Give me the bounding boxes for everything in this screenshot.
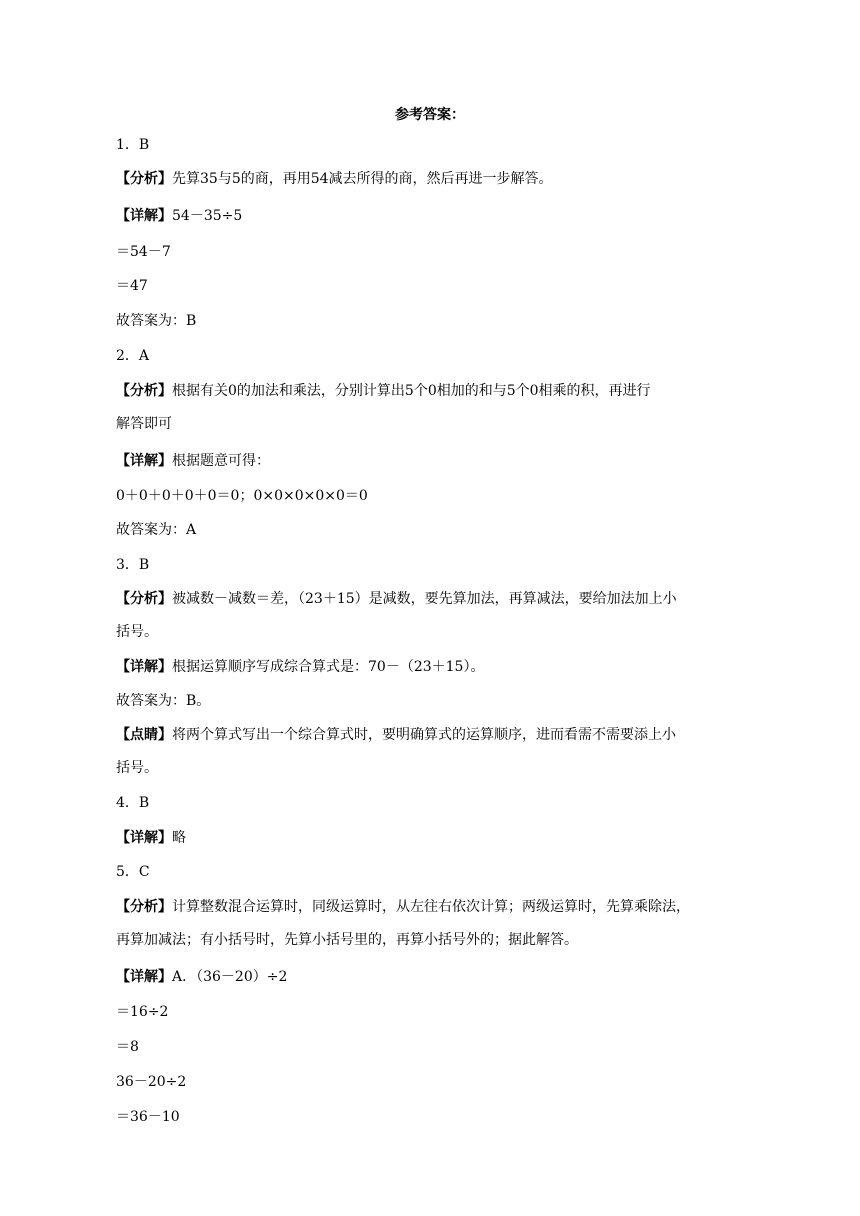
page-title: 参考答案： — [395, 107, 465, 123]
answer-line-with-tag — [116, 168, 553, 190]
answer-line — [116, 757, 158, 779]
section-tag: 【分析】 — [116, 591, 172, 607]
answer-line-with-tag — [116, 724, 676, 746]
line-text: ＝54－7 — [116, 244, 171, 260]
line-text: 再算加减法；有小括号时，先算小括号里的，再算小括号外的；据此解答。 — [116, 932, 578, 948]
answer-line — [116, 519, 196, 541]
line-text: ＝16÷2 — [116, 1004, 169, 1020]
answer-line — [116, 861, 150, 883]
answer-line — [116, 690, 210, 712]
answer-line — [116, 1071, 186, 1093]
answer-line — [116, 1001, 168, 1023]
section-tag: 【详解】 — [116, 659, 172, 675]
answer-line-with-tag — [116, 205, 242, 227]
section-tag: 【分析】 — [116, 899, 172, 915]
answer-line — [116, 1106, 180, 1128]
section-tag: 【分析】 — [116, 171, 172, 187]
line-text: 根据运算顺序写成综合算式是：70－（23＋15）。 — [172, 659, 485, 675]
answer-line-with-tag — [116, 380, 651, 402]
answer-line — [116, 275, 148, 297]
line-text: A．（36－20）÷2 — [172, 969, 288, 985]
answer-line — [116, 621, 158, 643]
answer-line-with-tag — [116, 588, 677, 610]
line-text: 5．C — [116, 864, 150, 880]
line-text: 先算35与5的商，再用54减去所得的商，然后再进一步解答。 — [172, 171, 553, 187]
line-text: 略 — [172, 830, 186, 846]
section-tag: 【详解】 — [116, 969, 172, 985]
line-text: 将两个算式写出一个综合算式时，要明确算式的运算顺序，进而看需不需要添上小 — [172, 727, 676, 743]
line-text: 1．B — [116, 137, 150, 153]
line-text: 2．A — [116, 348, 150, 364]
line-text: 被减数－减数＝差，（23＋15）是减数，要先算加法，再算减法，要给加法加上小 — [172, 591, 677, 607]
line-text: 故答案为：B — [116, 313, 197, 329]
answer-line-with-tag — [116, 656, 484, 678]
line-text: 4．B — [116, 795, 150, 811]
line-text: 36－20÷2 — [116, 1074, 187, 1090]
answer-line — [116, 1036, 139, 1058]
answer-line-with-tag — [116, 827, 186, 849]
answer-line-with-tag — [116, 450, 270, 472]
answer-line-with-tag — [116, 896, 690, 918]
line-text: ＝8 — [116, 1039, 139, 1055]
answer-line — [116, 929, 578, 951]
answer-line — [116, 241, 171, 263]
answer-line-with-tag — [116, 966, 287, 988]
answer-line — [116, 792, 149, 814]
line-text: 解答即可 — [116, 416, 172, 432]
answer-line — [116, 134, 149, 156]
answer-line — [116, 554, 149, 576]
line-text: 0＋0＋0＋0＋0＝0；0×0×0×0×0＝0 — [116, 488, 368, 504]
answer-line — [116, 345, 149, 367]
line-text: 计算整数混合运算时，同级运算时，从左往右依次计算；两级运算时，先算乘除法， — [172, 899, 690, 915]
line-text: 故答案为：A — [116, 522, 197, 538]
line-text: 根据题意可得： — [172, 453, 270, 469]
answer-line — [116, 485, 368, 507]
line-text: ＝47 — [116, 278, 148, 294]
section-tag: 【点睛】 — [116, 727, 172, 743]
answer-line — [116, 413, 172, 435]
line-text: 54－35÷5 — [172, 208, 243, 224]
line-text: 括号。 — [116, 760, 158, 776]
answer-line — [116, 310, 196, 332]
section-tag: 【详解】 — [116, 208, 172, 224]
line-text: 3．B — [116, 557, 150, 573]
line-text: 根据有关0的加法和乘法，分别计算出5个0相加的和与5个0相乘的积，再进行 — [172, 383, 651, 399]
line-text: ＝36－10 — [116, 1109, 180, 1125]
section-tag: 【详解】 — [116, 453, 172, 469]
line-text: 故答案为：B。 — [116, 693, 211, 709]
section-tag: 【详解】 — [116, 830, 172, 846]
section-tag: 【分析】 — [116, 383, 172, 399]
line-text: 括号。 — [116, 624, 158, 640]
